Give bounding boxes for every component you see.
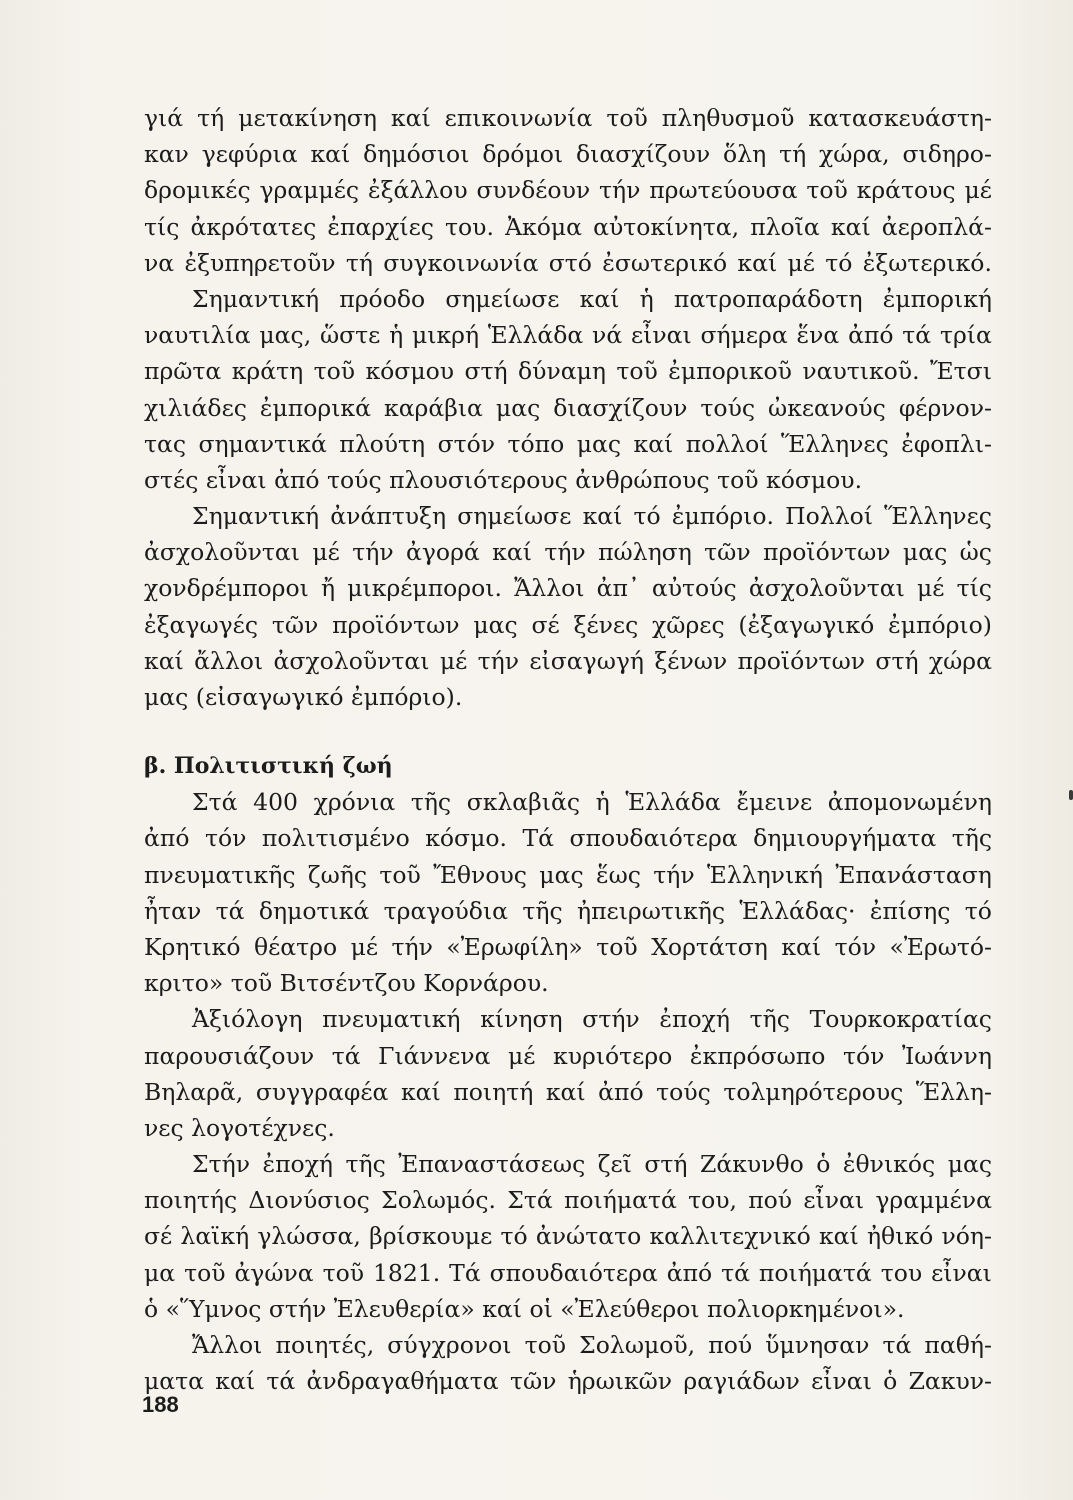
text-line: Ἀξιόλογη πνευματική κίνηση στήν ἐποχή τῆς Τουρκοκρατίας (192, 1005, 992, 1034)
text-line: καν γεφύρια καί δημόσιοι δρόμοι διασχίζουν ὅλη τή χώρα, σιδηρο- (144, 140, 992, 169)
text-line: ὁ «Ὕμνος στήν Ἐλευθερία» καί οἱ «Ἐλεύθεροι πολιορκημένοι». (144, 1294, 905, 1323)
text-line: κριτο» τοῦ Βιτσέντζου Κορνάρου. (144, 969, 549, 998)
paragraph-folk-songs (144, 784, 992, 1001)
paragraph-solomos (144, 1146, 992, 1327)
text-line: Κρητικό θέατρο μέ τήν «Ἐρωφίλη» τοῦ Χορτάτση καί τόν «Ἐρωτό- (144, 932, 992, 961)
text-line: μα τοῦ ἀγώνα τοῦ 1821. Τά σπουδαιότερα ἀπό τά ποιήματά του εἶναι (144, 1258, 992, 1287)
text-line: καί ἄλλοι ἀσχολοῦνται μέ τήν εἰσαγωγή ξένων προϊόντων στή χώρα (144, 646, 992, 675)
text-line: πρῶτα κράτη τοῦ κόσμου στή δύναμη τοῦ ἐμπορικοῦ ναυτικοῦ. Ἔτσι (144, 357, 992, 386)
text-line: νες λογοτέχνες. (144, 1113, 335, 1142)
text-line: Στά 400 χρόνια τῆς σκλαβιᾶς ἡ Ἑλλάδα ἔμεινε ἀπομονωμένη (192, 788, 992, 817)
text-line: δρομικές γραμμές ἐξάλλου συνδέουν τήν πρωτεύουσα τοῦ κράτους μέ (144, 176, 992, 205)
paragraph-transport (144, 100, 992, 281)
margin-mark (1069, 790, 1073, 800)
text-line: ἐξαγωγές τῶν προϊόντων μας σέ ξένες χῶρες (ἐξαγωγικό ἐμπόριο) (144, 610, 992, 639)
text-line: σέ λαϊκή γλώσσα, βρίσκουμε τό ἀνώτατο καλλιτεχνικό καί ἠθικό νόη- (144, 1222, 992, 1251)
text-line: ναυτιλία μας, ὥστε ἡ μικρή Ἑλλάδα νά εἶναι σήμερα ἕνα ἀπό τά τρία (144, 321, 992, 350)
text-line: ἀπό τόν πολιτισμένο κόσμο. Τά σπουδαιότερα δημιουργήματα τῆς (144, 824, 992, 853)
text-line: Βηλαρᾶ, συγγραφέα καί ποιητή καί ἀπό τούς τολμηρότερους Ἕλλη- (144, 1077, 992, 1106)
body-text (144, 100, 992, 1399)
text-line: να ἐξυπηρετοῦν τή συγκοινωνία στό ἐσωτερικό καί μέ τό ἐξωτερικό. (144, 248, 992, 277)
text-line: τας σημαντικά πλούτη στόν τόπο μας καί πολλοί Ἕλληνες ἐφοπλι- (144, 429, 992, 458)
section-heading: β. Πολιτιστική ζωή (144, 753, 393, 780)
text-line: παρουσιάζουν τά Γιάννενα μέ κυριότερο ἐκπρόσωπο τόν Ἰωάννη (144, 1041, 992, 1070)
page-number: 188 (142, 1392, 179, 1417)
paragraph-ioannina (144, 1001, 992, 1146)
text-line: στές εἶναι ἀπό τούς πλουσιότερους ἀνθρώπους τοῦ κόσμου. (144, 465, 863, 494)
text-line: ποιητής Διονύσιος Σολωμός. Στά ποιήματά του, πού εἶναι γραμμένα (144, 1186, 992, 1215)
paragraph-other-poets (144, 1327, 992, 1399)
text-line: ματα καί τά ἀνδραγαθήματα τῶν ἡρωικῶν ραγιάδων εἶναι ὁ Ζακυν- (144, 1367, 992, 1396)
paragraph-shipping (144, 281, 992, 498)
text-line: Ἄλλοι ποιητές, σύγχρονοι τοῦ Σολωμοῦ, πού ὕμνησαν τά παθή- (192, 1331, 992, 1359)
paragraph-commerce (144, 498, 992, 715)
text-line: ἦταν τά δημοτικά τραγούδια τῆς ἠπειρωτικῆς Ἑλλάδας· ἐπίσης τό (144, 896, 992, 925)
text-line: Σημαντική πρόοδο σημείωσε καί ἡ πατροπαράδοτη ἐμπορική (192, 284, 992, 313)
text-line: πνευματικῆς ζωῆς τοῦ Ἔθνους μας ἕως τήν Ἑλληνική Ἐπανάσταση (144, 860, 992, 889)
text-line: μας (εἰσαγωγικό ἐμπόριο). (144, 683, 463, 711)
text-line: γιά τή μετακίνηση καί επικοινωνία τοῦ πληθυσμοῦ κατασκευάστη- (144, 104, 992, 132)
text-line: Σημαντική ἀνάπτυξη σημείωσε καί τό ἐμπόριο. Πολλοί Ἕλληνες (192, 502, 992, 531)
text-line: τίς ἀκρότατες ἐπαρχίες του. Ἀκόμα αὐτοκίνητα, πλοῖα καί ἀεροπλά- (144, 212, 992, 241)
text-line: Στήν ἐποχή τῆς Ἐπαναστάσεως ζεῖ στή Ζάκυνθο ὁ ἐθνικός μας (192, 1150, 992, 1179)
text-line: χιλιάδες ἐμπορικά καράβια μας διασχίζουν τούς ὠκεανούς φέρνον- (144, 393, 992, 422)
text-line: χονδρέμποροι ἤ μικρέμποροι. Ἄλλοι ἀπ᾽ αὐτούς ἀσχολοῦνται μέ τίς (144, 574, 992, 603)
text-line: ἀσχολοῦνται μέ τήν ἀγορά καί τήν πώληση τῶν προϊόντων μας ὡς (144, 538, 992, 567)
